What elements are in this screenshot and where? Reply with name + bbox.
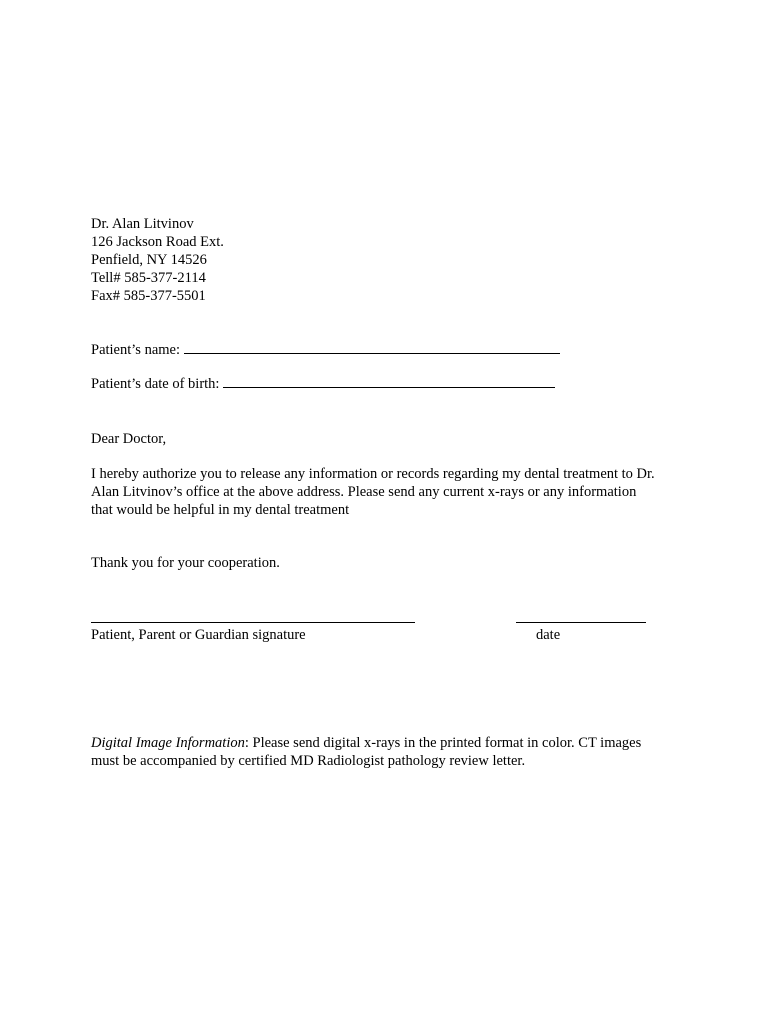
signature-label: Patient, Parent or Guardian signature <box>91 627 306 643</box>
digital-info-line-1-text: : Please send digital x-rays in the printed format in color. CT images <box>244 735 642 751</box>
doctor-address-block <box>91 215 691 305</box>
thanks-line: Thank you for your cooperation. <box>91 555 280 571</box>
doctor-name: Dr. Alan Litvinov <box>91 216 194 232</box>
patient-name-label: Patient’s name: <box>91 342 180 358</box>
patient-dob-label: Patient’s date of birth: <box>91 376 220 392</box>
authorization-paragraph <box>91 465 691 519</box>
digital-image-info <box>91 734 691 770</box>
body-line: I hereby authorize you to release any information or records regarding my dental treatment to Dr. <box>91 466 655 482</box>
patient-dob-blank[interactable] <box>223 375 555 388</box>
patient-dob-row <box>91 375 691 393</box>
address-tel: Tell# 585-377-2114 <box>91 270 206 286</box>
digital-info-line-1 <box>91 734 691 752</box>
address-street: 126 Jackson Road Ext. <box>91 234 224 250</box>
date-blank[interactable] <box>516 622 646 623</box>
address-city: Penfield, NY 14526 <box>91 252 207 268</box>
body-line: Alan Litvinov’s office at the above address. Please send any current x-rays or any information <box>91 484 637 500</box>
date-label: date <box>536 627 561 643</box>
patient-name-row <box>91 341 691 359</box>
signature-blank[interactable] <box>91 622 415 623</box>
digital-info-line-2: must be accompanied by certified MD Radiologist pathology review letter. <box>91 753 526 769</box>
salutation: Dear Doctor, <box>91 431 167 447</box>
patient-name-blank[interactable] <box>184 341 560 354</box>
address-fax: Fax# 585-377-5501 <box>91 288 206 304</box>
body-line: that would be helpful in my dental treatment <box>91 502 350 518</box>
digital-info-heading: Digital Image Information <box>91 735 245 751</box>
